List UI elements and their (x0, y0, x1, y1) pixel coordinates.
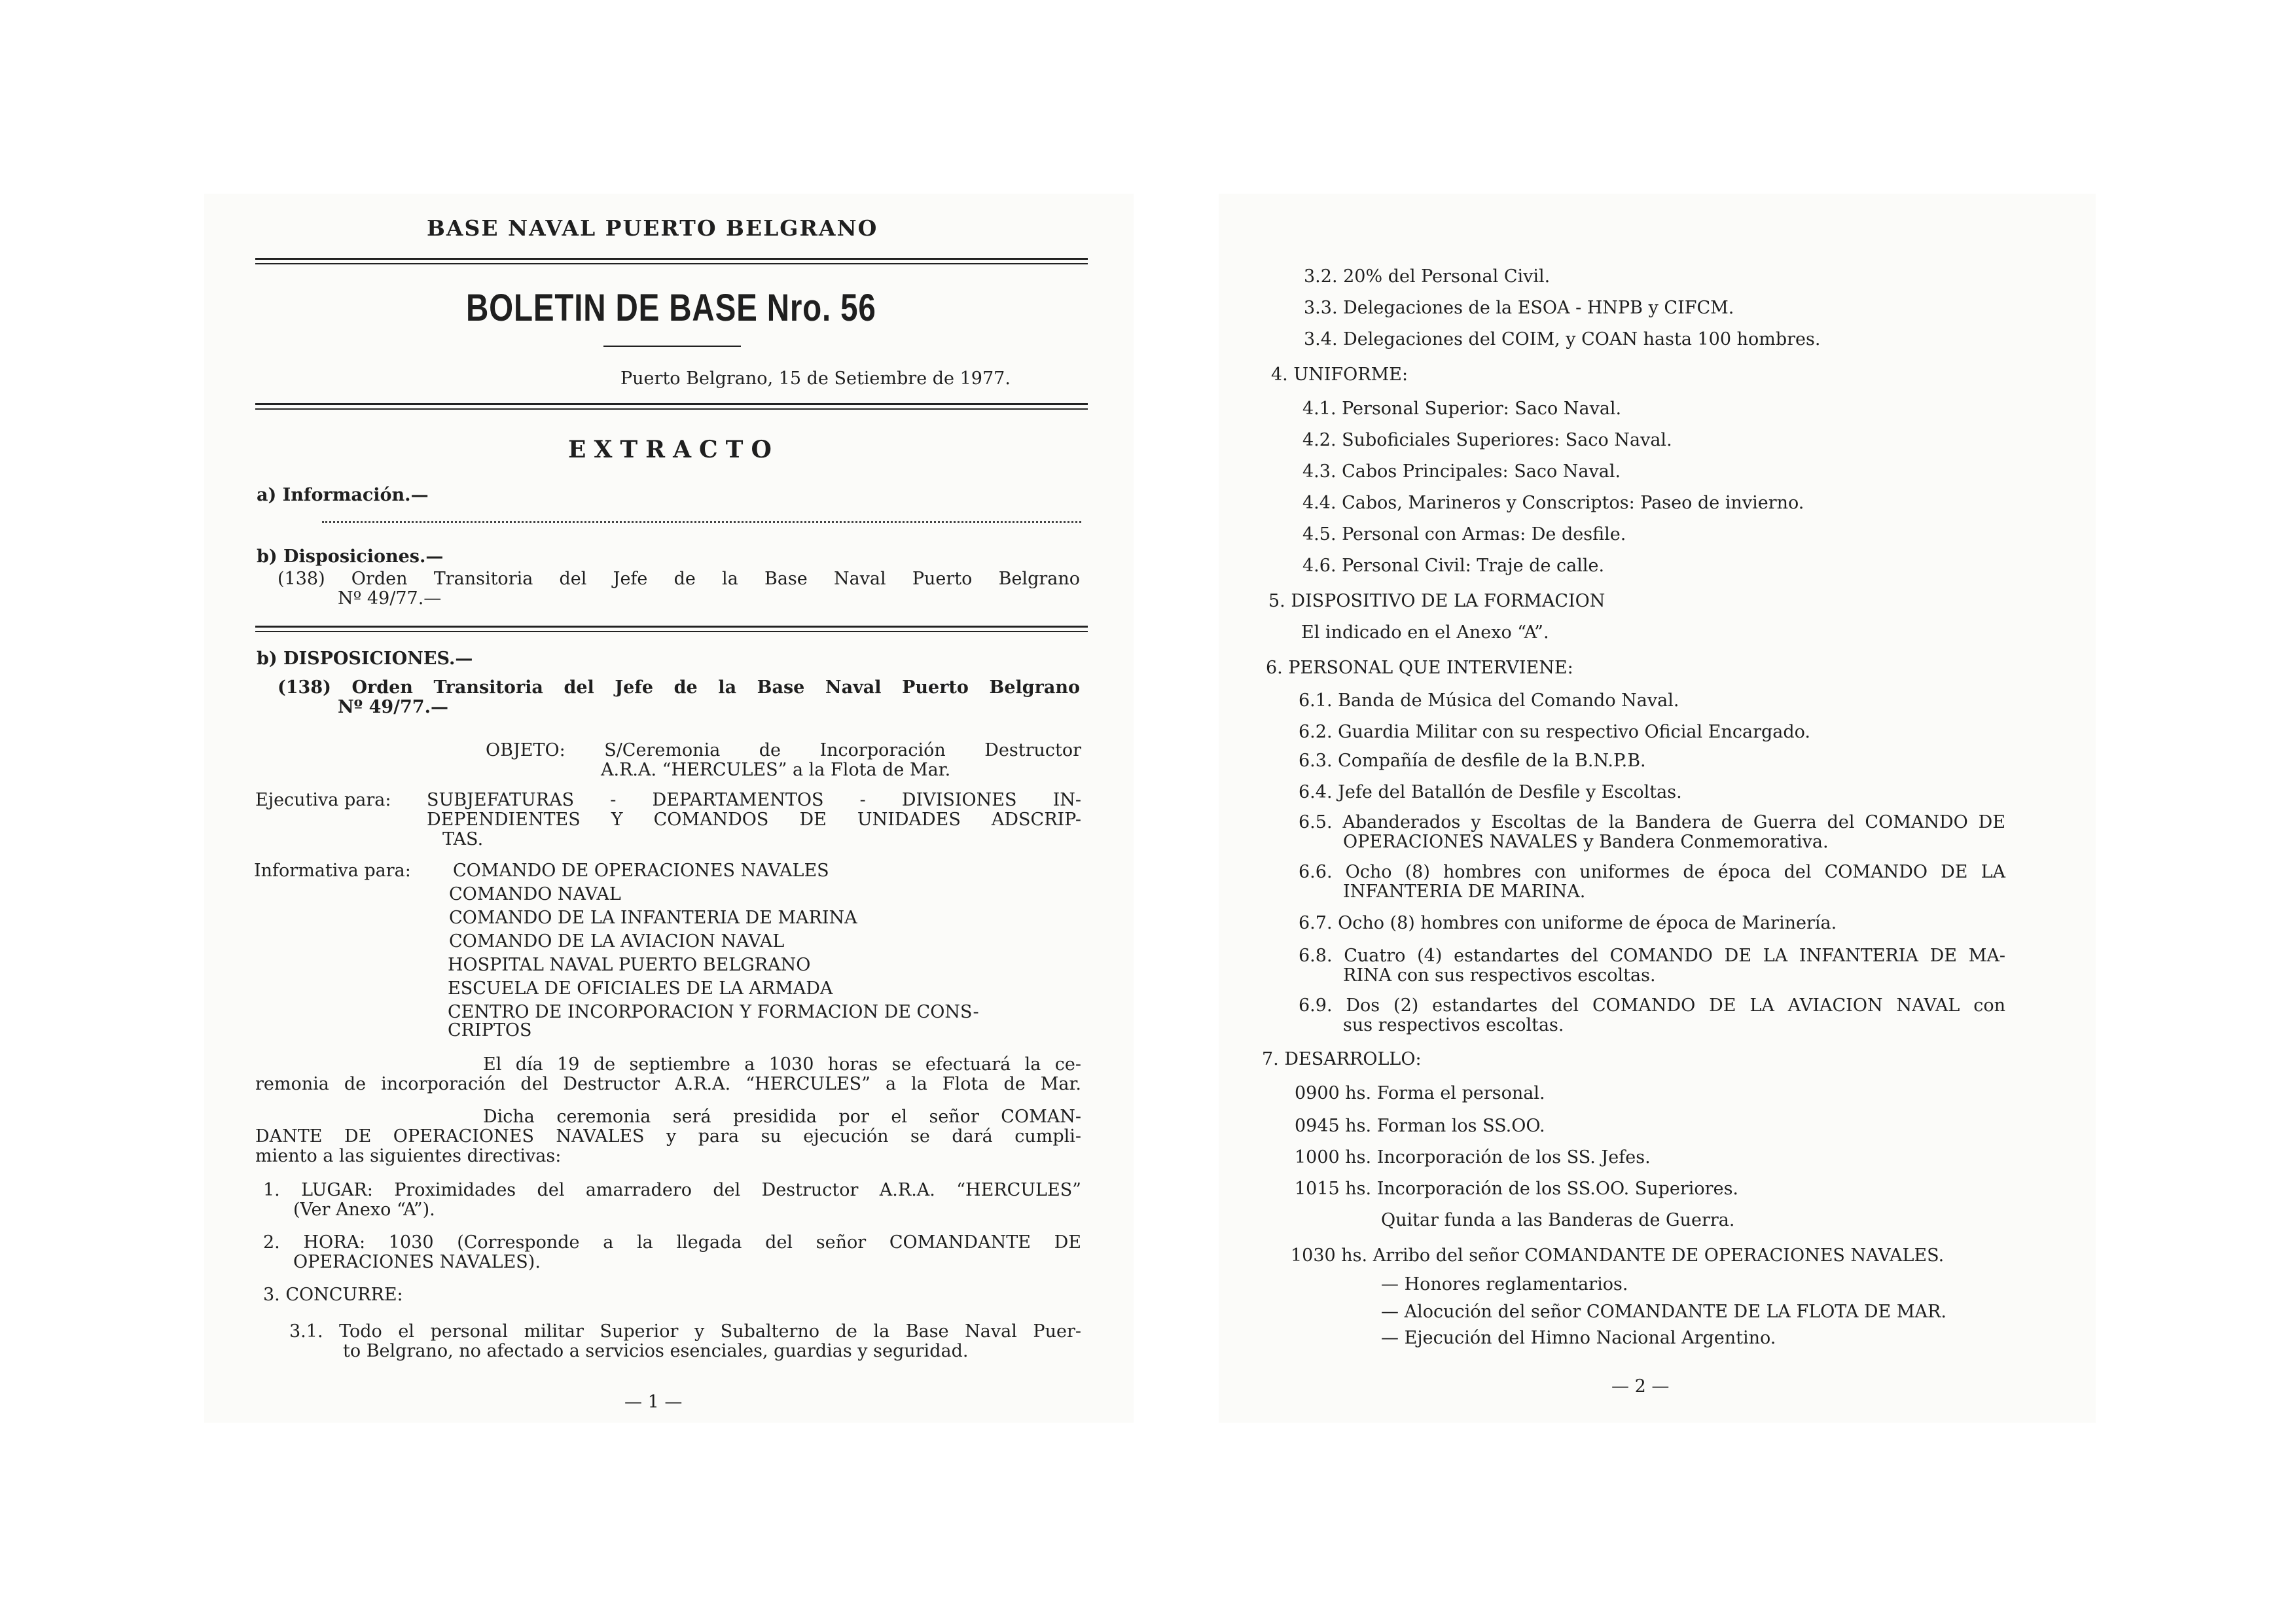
header-rule-1 (255, 258, 1088, 260)
informativa-item: CENTRO DE INCORPORACION Y FORMACION DE CONS- (448, 1002, 979, 1022)
paragraph-1-line2: remonia de incorporación del Destructor A.R.A. “HERCULES” a la Flota de Mar. (255, 1074, 1081, 1094)
disposiciones-item-line2: Nº 49/77.— (338, 588, 442, 609)
paragraph-1-line1: El día 19 de septiembre a 1030 horas se efectuará la ce- (483, 1054, 1081, 1075)
section-4-heading: 4. UNIFORME: (1271, 365, 1408, 385)
line-6-7: 6.7. Ocho (8) hombres con uniforme de época de Marinería. (1299, 913, 1837, 933)
date-rule-1 (255, 403, 1088, 405)
objeto-line2: A.R.A. “HERCULES” a la Flota de Mar. (601, 760, 951, 780)
ejecutiva-line2: DEPENDIENTES Y COMANDOS DE UNIDADES ADSCRIP- (427, 810, 1081, 830)
line-5-a: El indicado en el Anexo “A”. (1301, 622, 1549, 643)
line-4-6: 4.6. Personal Civil: Traje de calle. (1302, 556, 1605, 576)
dotted-leader (322, 521, 1081, 523)
line-6-8-a: 6.8. Cuatro (4) estandartes del COMANDO DE LA INFANTERIA DE MA- (1299, 946, 2005, 966)
schedule-1000: 1000 hs. Incorporación de los SS. Jefes. (1295, 1147, 1651, 1168)
item-3-1-line1: 3.1. Todo el personal militar Superior y Subalterno de la Base Naval Puer- (289, 1321, 1081, 1342)
page-1 (204, 194, 1134, 1423)
page-number: — 2 — (1611, 1376, 1670, 1397)
disposiciones-order-line1: (138) Orden Transitoria del Jefe de la Base Naval Puerto Belgrano (278, 677, 1080, 698)
detail-honores: — Honores reglamentarios. (1381, 1274, 1628, 1294)
informativa-item: COMANDO DE LA INFANTERIA DE MARINA (449, 908, 857, 928)
ejecutiva-label: Ejecutiva para: (255, 790, 391, 810)
header-rule-2 (255, 263, 1088, 264)
schedule-1030: 1030 hs. Arribo del señor COMANDANTE DE OPERACIONES NAVALES. (1291, 1245, 1945, 1266)
informativa-label: Informativa para: (254, 861, 411, 881)
line-6-8-b: RINA con sus respectivos escoltas. (1343, 965, 1656, 986)
line-4-1: 4.1. Personal Superior: Saco Naval. (1302, 399, 1622, 419)
title-underline (603, 346, 741, 347)
disposiciones-heading: b) DISPOSICIONES.— (257, 649, 473, 669)
ejecutiva-line1: SUBJEFATURAS - DEPARTAMENTOS - DIVISIONES IN- (427, 790, 1081, 810)
line-6-3: 6.3. Compañía de desfile de la B.N.P.B. (1299, 751, 1646, 771)
schedule-1015-note: Quitar funda a las Banderas de Guerra. (1381, 1210, 1735, 1230)
informacion-label: a) Información.— (257, 485, 429, 505)
informativa-item: HOSPITAL NAVAL PUERTO BELGRANO (448, 955, 811, 975)
objeto-line1: OBJETO: S/Ceremonia de Incorporación Destructor (486, 740, 1081, 760)
item-1-line1: 1. LUGAR: Proximidades del amarradero del Destructor A.R.A. “HERCULES” (263, 1180, 1081, 1200)
schedule-0900: 0900 hs. Forma el personal. (1295, 1083, 1545, 1103)
line-4-5: 4.5. Personal con Armas: De desfile. (1302, 524, 1626, 544)
item-1-line2: (Ver Anexo “A”). (293, 1200, 435, 1220)
line-6-6-a: 6.6. Ocho (8) hombres con uniformes de época del COMANDO DE LA (1299, 862, 2005, 882)
informativa-item: CRIPTOS (448, 1020, 532, 1041)
line-6-4: 6.4. Jefe del Batallón de Desfile y Escoltas. (1299, 782, 1682, 802)
page-2 (1219, 194, 2096, 1423)
line-6-9-b: sus respectivos escoltas. (1343, 1015, 1564, 1035)
detail-himno: — Ejecución del Himno Nacional Argentino. (1381, 1328, 1776, 1348)
section-5-heading: 5. DISPOSITIVO DE LA FORMACION (1268, 591, 1605, 611)
paragraph-2-line3: miento a las siguientes directivas: (255, 1146, 562, 1166)
item-2-line2: OPERACIONES NAVALES). (293, 1252, 541, 1272)
line-6-6-b: INFANTERIA DE MARINA. (1343, 882, 1586, 902)
base-header: BASE NAVAL PUERTO BELGRANO (427, 215, 878, 241)
date-rule-2 (255, 408, 1088, 410)
section-7-heading: 7. DESARROLLO: (1262, 1049, 1422, 1069)
line-6-5-b: OPERACIONES NAVALES y Bandera Conmemorativa. (1343, 832, 1829, 852)
disposiciones-order-line2: Nº 49/77.— (338, 697, 448, 717)
paragraph-2-line1: Dicha ceremonia será presidida por el señor COMAN- (483, 1107, 1081, 1127)
line-3-3: 3.3. Delegaciones de la ESOA - HNPB y CIFCM. (1304, 298, 1734, 318)
section-rule-2 (255, 631, 1088, 632)
line-3-2: 3.2. 20% del Personal Civil. (1304, 266, 1551, 287)
line-4-3: 4.3. Cabos Principales: Saco Naval. (1302, 461, 1621, 482)
item-3: 3. CONCURRE: (263, 1285, 403, 1305)
item-2-line1: 2. HORA: 1030 (Corresponde a la llegada del señor COMANDANTE DE (263, 1232, 1081, 1253)
section-6-heading: 6. PERSONAL QUE INTERVIENE: (1266, 658, 1573, 678)
line-4-2: 4.2. Suboficiales Superiores: Saco Naval. (1302, 430, 1672, 450)
line-6-1: 6.1. Banda de Música del Comando Naval. (1299, 690, 1679, 711)
extracto-heading: EXTRACTO (568, 436, 780, 463)
paragraph-2-line2: DANTE DE OPERACIONES NAVALES y para su ejecución se dará cumpli- (255, 1126, 1081, 1147)
line-6-9-a: 6.9. Dos (2) estandartes del COMANDO DE LA AVIACION NAVAL con (1299, 995, 2005, 1016)
ejecutiva-line3: TAS. (442, 829, 484, 849)
informativa-item: COMANDO DE LA AVIACION NAVAL (449, 931, 785, 952)
schedule-0945: 0945 hs. Forman los SS.OO. (1295, 1116, 1545, 1136)
detail-alocucion: — Alocución del señor COMANDANTE DE LA FLOTA DE MAR. (1381, 1302, 1946, 1322)
disposiciones-label: b) Disposiciones.— (257, 546, 444, 567)
informativa-item: COMANDO NAVAL (449, 884, 621, 904)
informativa-item: COMANDO DE OPERACIONES NAVALES (453, 861, 829, 881)
line-6-5-a: 6.5. Abanderados y Escoltas de la Bandera de Guerra del COMANDO DE (1299, 812, 2005, 832)
informativa-item: ESCUELA DE OFICIALES DE LA ARMADA (448, 978, 833, 999)
disposiciones-item-line1: (138) Orden Transitoria del Jefe de la Base Naval Puerto Belgrano (278, 569, 1080, 589)
line-4-4: 4.4. Cabos, Marineros y Conscriptos: Paseo de invierno. (1302, 493, 1804, 513)
line-3-4: 3.4. Delegaciones del COIM, y COAN hasta 100 hombres. (1304, 329, 1821, 349)
item-3-1-line2: to Belgrano, no afectado a servicios esenciales, guardias y seguridad. (343, 1341, 969, 1361)
schedule-1015: 1015 hs. Incorporación de los SS.OO. Superiores. (1295, 1179, 1739, 1199)
bulletin-date: Puerto Belgrano, 15 de Setiembre de 1977. (620, 368, 1011, 389)
page-number: — 1 — (624, 1392, 683, 1412)
section-rule-1 (255, 626, 1088, 628)
bulletin-title: BOLETIN DE BASE Nro. 56 (466, 287, 876, 329)
line-6-2: 6.2. Guardia Militar con su respectivo Oficial Encargado. (1299, 722, 1810, 742)
